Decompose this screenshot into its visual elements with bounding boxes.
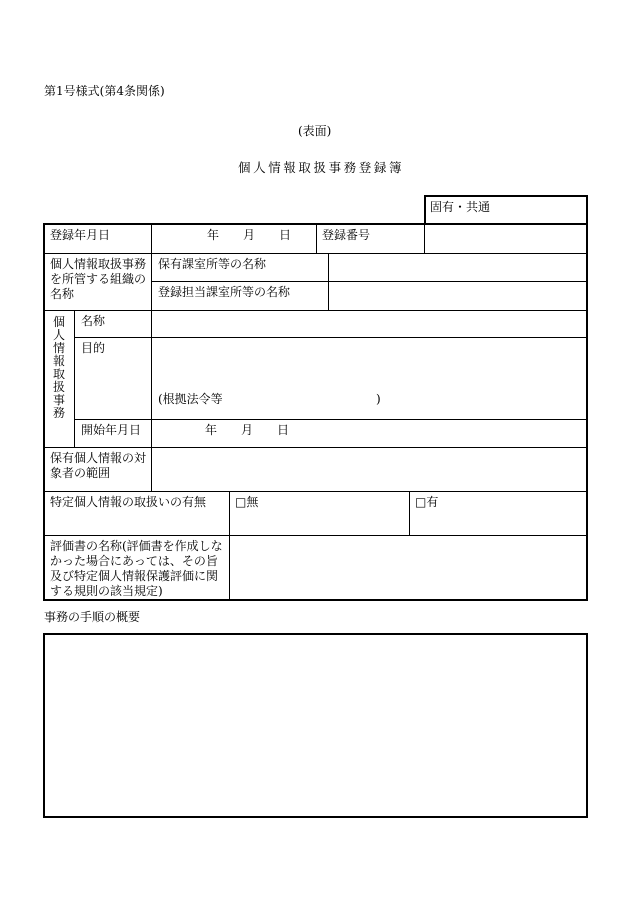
- registration-date-value: 年 月 日: [207, 228, 292, 242]
- evaluation-label: 評価書の名称(評価書を作成しなかった場合にあっては、その旨及び特定個人情報保護評価に関する規則の該当規定): [50, 539, 223, 598]
- scope-label: 保有個人情報の対象者の範囲: [50, 451, 147, 480]
- legal-basis-label: (根拠法令等: [158, 392, 223, 406]
- kotei-kyotsu-label: 固有・共通: [430, 200, 491, 214]
- side-indicator: (表面): [298, 124, 332, 138]
- jimu-purpose-label: 目的: [81, 341, 106, 355]
- form-number: 第1号様式(第4条関係): [44, 84, 165, 98]
- procedure-box[interactable]: [43, 633, 588, 818]
- start-date-value: 年 月 日: [205, 423, 290, 437]
- option-no-checkbox[interactable]: □無: [235, 495, 259, 509]
- organization-label: 個人情報取扱事務を所管する組織の名称: [50, 257, 147, 301]
- page-title: 個人情報取扱事務登録簿: [238, 160, 405, 175]
- registration-date-label: 登録年月日: [50, 228, 111, 242]
- holding-office-label: 保有課室所等の名称: [158, 257, 267, 271]
- legal-basis-close: ): [376, 392, 381, 406]
- registration-number-label: 登録番号: [322, 228, 371, 242]
- jimu-name-label: 名称: [81, 314, 106, 328]
- jimu-vertical-label: 個人情報取扱事務: [52, 315, 65, 420]
- start-date-label: 開始年月日: [81, 423, 142, 437]
- specific-info-label: 特定個人情報の取扱いの有無: [50, 495, 207, 509]
- option-yes-checkbox[interactable]: □有: [415, 495, 439, 509]
- registering-office-label: 登録担当課室所等の名称: [158, 285, 291, 299]
- procedure-label: 事務の手順の概要: [44, 610, 141, 624]
